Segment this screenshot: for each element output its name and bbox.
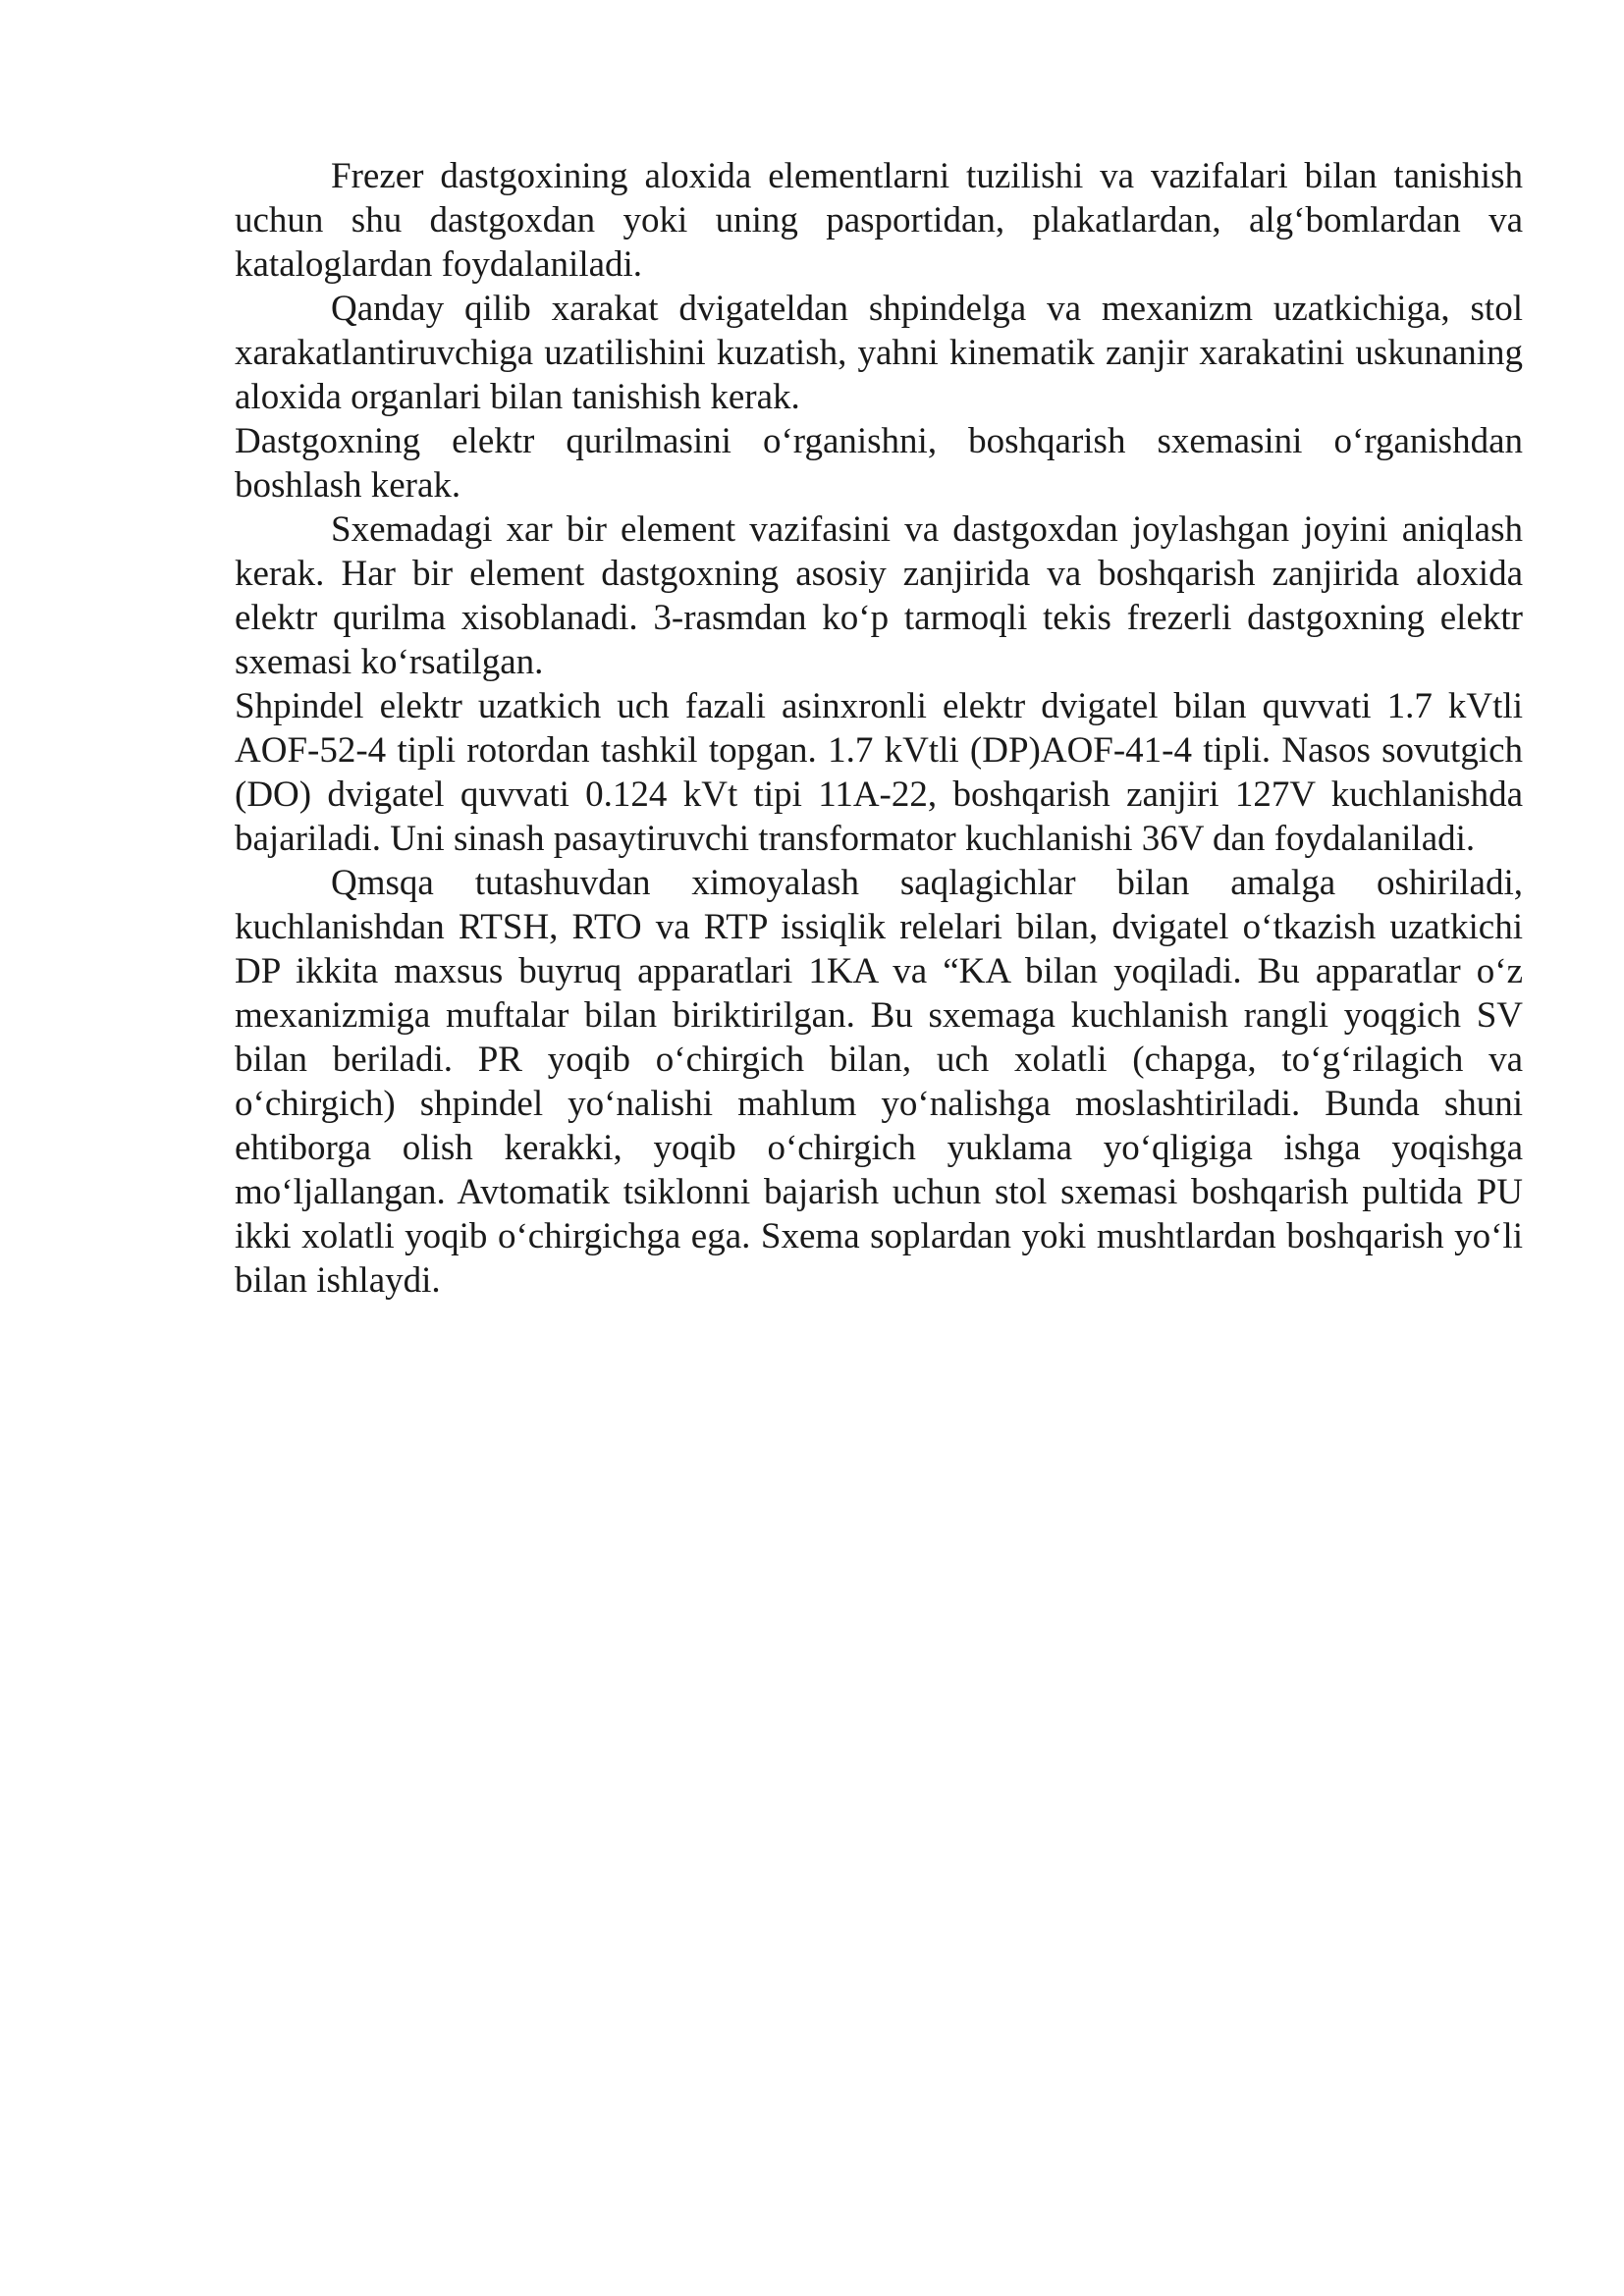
- paragraph-4: Sxemadagi xar bir element vazifasini va dastgoxdan joylashgan joyini aniqlash kerak. Har bir element dastgoxning asosiy zanjirida va boshqarish zanjirida aloxida elektr qurilma xisoblanadi. 3-rasmdan ko‘p tarmoqli tekis frezerli dastgoxning elektr sxemasi ko‘rsatilgan.: [235, 509, 1523, 682]
- document-body: [235, 154, 1523, 1303]
- paragraph-3: Dastgoxning elektr qurilmasini o‘rganishni, boshqarish sxemasini o‘rganishdan boshlash kerak.: [235, 421, 1523, 506]
- paragraph-2: Qanday qilib xarakat dvigateldan shpindelga va mexanizm uzatkichiga, stol xarakatlantiruvchiga uzatilishini kuzatish, yahni kinematik zanjir xarakatini uskunaning aloxida organlari bilan tanishish kerak.: [235, 289, 1523, 417]
- paragraph-1: Frezer dastgoxining aloxida elementlarni tuzilishi va vazifalari bilan tanishish uchun shu dastgoxdan yoki uning pasportidan, plakatlardan, alg‘bomlardan va kataloglardan foydalaniladi.: [235, 156, 1523, 285]
- paragraph-6: Qmsqa tutashuvdan ximoyalash saqlagichlar bilan amalga oshiriladi, kuchlanishdan RTSH, RTO va RTP issiqlik relelari bilan, dvigatel o‘tkazish uzatkichi DP ikkita maxsus buyruq apparatlari 1KA va “KA bilan yoqiladi. Bu apparatlar o‘z mexanizmiga muftalar bilan biriktirilgan. Bu sxemaga kuchlanish rangli yoqgich SV bilan beriladi. PR yoqib o‘chirgich bilan, uch xolatli (chapga, to‘g‘rilagich va o‘chirgich) shpindel yo‘nalishi mahlum yo‘nalishga moslashtiriladi. Bunda shuni ehtiborga olish kerakki, yoqib o‘chirgich yuklama yo‘qligiga ishga yoqishga mo‘ljallangan. Avtomatik tsiklonni bajarish uchun stol sxemasi boshqarish pultida PU ikki xolatli yoqib o‘chirgichga ega. Sxema soplardan yoki mushtlardan boshqarish yo‘li bilan ishlaydi.: [235, 863, 1523, 1301]
- paragraph-5: Shpindel elektr uzatkich uch fazali asinxronli elektr dvigatel bilan quvvati 1.7 kVtli AOF-52-4 tipli rotordan tashkil topgan. 1.7 kVtli (DP)AOF-41-4 tipli. Nasos sovutgich (DO) dvigatel quvvati 0.124 kVt tipi 11A-22, boshqarish zanjiri 127V kuchlanishda bajariladi. Uni sinash pasaytiruvchi transformator kuchlanishi 36V dan foydalaniladi.: [235, 686, 1523, 859]
